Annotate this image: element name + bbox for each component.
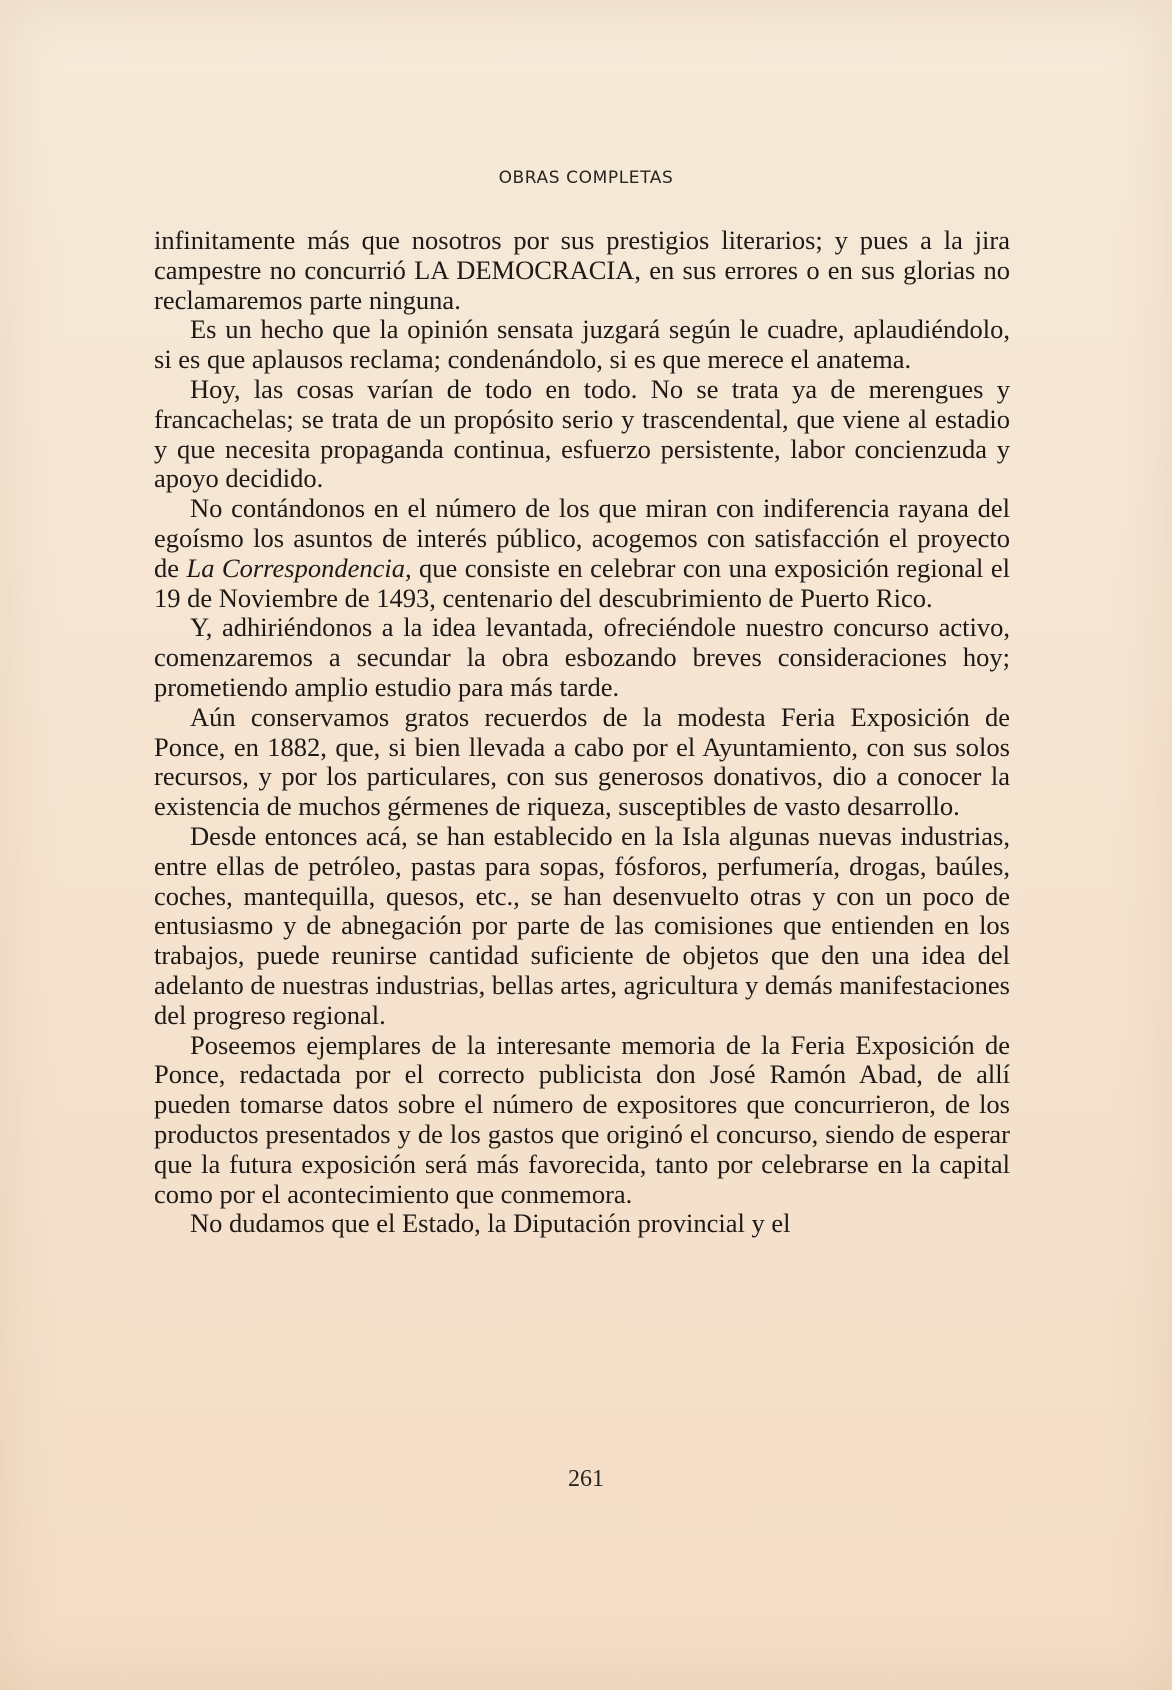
paragraph-text: No contándonos en el número de los que miran con indiferencia rayana del egoísmo los asuntos de interés público, acogemos con satisfacción el proyecto de	[154, 493, 1010, 583]
paragraph-continuation: infinitamente más que nosotros por sus prestigios literarios; y pues a la jira campestre no concurrió LA DEMOCRACIA, en sus errores o en sus glorias no reclamaremos parte ninguna.	[154, 225, 1010, 315]
paragraph: No dudamos que el Estado, la Diputación provincial y el	[190, 1208, 791, 1239]
paragraph: Poseemos ejemplares de la interesante memoria de la Feria Exposición de Ponce, redactada por el correcto publicista don José Ramón Abad, de allí pueden tomarse datos sobre el número de expositores que concurrieron, de los productos presentados y de los gastos que originó el concurso, siendo de esperar que la futura exposición será más favorecida, tanto por celebrarse en la capital como por el acontecimiento que conmemora.	[154, 1029, 1010, 1209]
running-title: OBRAS COMPLETAS	[498, 168, 674, 188]
newspaper-title: La Correspondencia,	[186, 552, 412, 583]
body-text	[154, 226, 1010, 1239]
paragraph: Y, adhiriéndonos a la idea levantada, ofreciéndole nuestro concurso activo, comenzaremos a secundar la obra esbozando breves consideraciones hoy; prometiendo amplio estudio para más tarde.	[154, 612, 1010, 702]
page-number: 261	[568, 1466, 604, 1492]
paragraph: Hoy, las cosas varían de todo en todo. No se trata ya de merengues y francachelas; se trata de un propósito serio y trascendental, que viene al estadio y que necesita propaganda continua, esfuerzo persistente, labor concienzuda y apoyo decidido.	[154, 373, 1010, 494]
paragraph	[154, 494, 1010, 613]
paragraph: Es un hecho que la opinión sensata juzgará según le cuadre, aplaudiéndolo, si es que aplausos reclama; condenándolo, si es que merece el anatema.	[154, 314, 1010, 375]
paragraph: Aún conservamos gratos recuerdos de la modesta Feria Exposición de Ponce, en 1882, que, si bien llevada a cabo por el Ayuntamiento, con sus solos recursos, y por los particulares, con sus generosos donativos, dio a conocer la existencia de muchos gérmenes de riqueza, susceptibles de vasto desarrollo.	[154, 701, 1010, 822]
paragraph-text: que consiste en celebrar con una exposición regional el 19 de Noviembre de 1493, centenario del descubrimiento de Puerto Rico.	[154, 552, 1010, 613]
paragraph: Desde entonces acá, se han establecido en la Isla algunas nuevas industrias, entre ellas de petróleo, pastas para sopas, fósforos, perfumería, drogas, baúles, coches, mantequilla, quesos, etc., se han desenvuelto otras y con un poco de entusiasmo y de abnegación por parte de las comisiones que entienden en los trabajos, puede reunirse cantidad suficiente de objetos que den una idea del adelanto de nuestras industrias, bellas artes, agricultura y demás manifestaciones del progreso regional.	[154, 820, 1010, 1030]
